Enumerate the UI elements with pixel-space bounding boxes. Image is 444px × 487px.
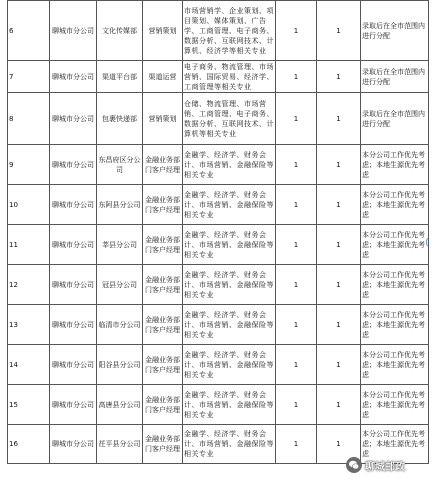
requirement-cell[interactable]: 金融学、经济学、财务会计、市场营销、金融保险等相关专业 (183, 425, 276, 464)
row-number-cell[interactable]: 12 (8, 265, 50, 305)
position-cell[interactable]: 金融业务部门客户经理 (143, 385, 183, 425)
watermark-text: 聊城邮政 (365, 461, 405, 473)
note-cell[interactable]: 本分公司工作优先考虑；本地生源优先考虑 (361, 305, 429, 345)
count-cell[interactable]: 1 (317, 145, 361, 185)
department-cell[interactable]: 临清市分公司 (97, 305, 143, 345)
requirement-cell[interactable]: 电子商务、物流管理、市场营销、国际贸易、经济学、工商管理等相关专业 (184, 62, 274, 91)
row-number-cell[interactable]: 16 (8, 425, 50, 464)
department-cell[interactable]: 包裹快递部 (97, 93, 143, 145)
table-row (8, 265, 429, 305)
count-cell[interactable]: 1 (317, 1, 361, 61)
company-cell[interactable]: 聊城市分公司 (50, 61, 97, 93)
row-number-cell[interactable]: 11 (8, 225, 50, 265)
count-cell[interactable]: 1 (276, 225, 317, 265)
department-cell[interactable]: 高唐县分公司 (97, 385, 143, 425)
position-cell[interactable]: 营销策划 (143, 93, 183, 145)
company-cell[interactable]: 聊城市分公司 (50, 1, 97, 61)
table-row (8, 145, 429, 185)
count-cell[interactable]: 1 (276, 61, 317, 93)
department-cell[interactable]: 冠县分公司 (97, 265, 143, 305)
company-cell[interactable]: 聊城市分公司 (50, 425, 97, 464)
row-number-cell[interactable]: 6 (8, 1, 50, 61)
note-cell[interactable]: 录取后在全市范围内进行分配 (361, 61, 429, 93)
company-cell[interactable]: 聊城市分公司 (50, 225, 97, 265)
requirement-cell[interactable]: 金融学、经济学、财务会计、市场营销、金融保险等相关专业 (183, 305, 276, 345)
requirement-cell[interactable]: 市场营销学、企业策划、项目策划、媒体策划、广告学、工商管理、电子商务、数据分析、互联网技术、计算机、经济学等相关专业 (183, 1, 276, 61)
watermark (346, 456, 405, 474)
table-row (8, 345, 429, 385)
count-cell[interactable]: 1 (276, 345, 317, 385)
note-cell[interactable]: 本分公司工作优先考虑；本地生源优先考虑 (361, 265, 429, 305)
position-cell[interactable]: 渠道运营 (143, 61, 183, 93)
table-row (8, 385, 429, 425)
department-cell[interactable]: 茌平县分公司 (97, 425, 143, 464)
requirement-cell[interactable]: 金融学、经济学、财务会计、市场营销、金融保险等相关专业 (183, 185, 276, 225)
note-cell[interactable]: 本分公司工作优先考虑；本地生源优先考虑 (361, 425, 429, 464)
count-cell[interactable]: 1 (276, 185, 317, 225)
count-cell[interactable]: 1 (317, 61, 361, 93)
count-cell[interactable]: 1 (276, 93, 317, 145)
count-cell[interactable]: 1 (317, 265, 361, 305)
note-cell[interactable]: 录取后在全市范围内进行分配 (361, 93, 429, 145)
row-number-cell[interactable]: 14 (8, 345, 50, 385)
department-cell[interactable]: 东阿县分公司 (97, 185, 143, 225)
note-cell[interactable]: 录取后在全市范围内进行分配 (361, 1, 429, 61)
requirement-cell[interactable]: 仓储、物流管理、市场营销、工商管理、电子商务、数据分析、互联网技术、计算机等相关专业 (183, 93, 276, 145)
position-cell[interactable]: 营销策划 (143, 1, 183, 61)
department-cell[interactable]: 渠道平台部 (97, 61, 143, 93)
count-cell[interactable]: 1 (317, 93, 361, 145)
row-number-cell[interactable]: 13 (8, 305, 50, 345)
note-cell[interactable]: 本分公司工作优先考虑；本地生源优先考虑 (361, 345, 429, 385)
table-row (8, 93, 429, 145)
company-cell[interactable]: 聊城市分公司 (50, 265, 97, 305)
company-cell[interactable]: 聊城市分公司 (50, 185, 97, 225)
table-row (8, 185, 429, 225)
position-cell[interactable]: 金融业务部门客户经理 (143, 305, 183, 345)
position-cell[interactable]: 金融业务部门客户经理 (143, 145, 183, 185)
position-cell[interactable]: 金融业务部门客户经理 (143, 265, 183, 305)
department-cell[interactable]: 阳谷县分公司 (97, 345, 143, 385)
count-cell[interactable]: 1 (276, 385, 317, 425)
company-cell[interactable]: 聊城市分公司 (50, 345, 97, 385)
department-cell[interactable]: 莘县分公司 (97, 225, 143, 265)
count-cell[interactable]: 1 (276, 1, 317, 61)
count-cell[interactable]: 1 (276, 265, 317, 305)
row-number-cell[interactable]: 10 (8, 185, 50, 225)
table-row (8, 61, 429, 93)
wechat-logo-icon (346, 457, 362, 473)
company-cell[interactable]: 聊城市分公司 (50, 145, 97, 185)
requirement-cell[interactable]: 金融学、经济学、财务会计、市场营销、金融保险等相关专业 (183, 345, 276, 385)
row-number-cell[interactable]: 15 (8, 385, 50, 425)
row-resize-handle[interactable]: ⟨ (425, 238, 429, 248)
requirement-cell[interactable]: 金融学、经济学、财务会计、市场营销、金融保险等相关专业 (183, 385, 276, 425)
note-cell[interactable]: 本分公司工作优先考虑；本地生源优先考虑 (361, 145, 429, 185)
count-cell[interactable]: 1 (276, 305, 317, 345)
company-cell[interactable]: 聊城市分公司 (50, 385, 97, 425)
count-cell[interactable]: 1 (317, 225, 361, 265)
company-cell[interactable]: 聊城市分公司 (50, 93, 97, 145)
count-cell[interactable]: 1 (317, 345, 361, 385)
position-cell[interactable]: 金融业务部门客户经理 (143, 225, 183, 265)
count-cell[interactable]: 1 (317, 425, 361, 464)
requirement-cell[interactable]: 金融学、经济学、财务会计、市场营销、金融保险等相关专业 (183, 265, 276, 305)
company-cell[interactable]: 聊城市分公司 (50, 305, 97, 345)
table-row (8, 1, 429, 61)
requirement-cell[interactable]: 金融学、经济学、财务会计、市场营销、金融保险等相关专业 (183, 225, 276, 265)
department-cell[interactable]: 东昌府区分公司 (97, 145, 143, 185)
recruitment-table (7, 0, 429, 464)
count-cell[interactable]: 1 (276, 425, 317, 464)
note-cell[interactable]: 本分公司工作优先考虑；本地生源优先考虑 (361, 225, 429, 265)
count-cell[interactable]: 1 (276, 145, 317, 185)
count-cell[interactable]: 1 (317, 185, 361, 225)
row-number-cell[interactable]: 8 (8, 93, 50, 145)
note-cell[interactable]: 本分公司工作优先考虑；本地生源优先考虑 (361, 185, 429, 225)
note-cell[interactable]: 本分公司工作优先考虑；本地生源优先考虑 (361, 385, 429, 425)
row-number-cell[interactable]: 7 (8, 61, 50, 93)
position-cell[interactable]: 金融业务部门客户经理 (143, 185, 183, 225)
position-cell[interactable]: 金融业务部门客户经理 (143, 345, 183, 385)
count-cell[interactable]: 1 (317, 305, 361, 345)
count-cell[interactable]: 1 (317, 385, 361, 425)
table-row (8, 225, 429, 265)
position-cell[interactable]: 金融业务部门客户经理 (143, 425, 183, 464)
row-number-cell[interactable]: 9 (8, 145, 50, 185)
department-cell[interactable]: 文化传媒部 (97, 1, 143, 61)
table-row (8, 305, 429, 345)
requirement-cell[interactable]: 金融学、经济学、财务会计、市场营销、金融保险等相关专业 (183, 145, 276, 185)
